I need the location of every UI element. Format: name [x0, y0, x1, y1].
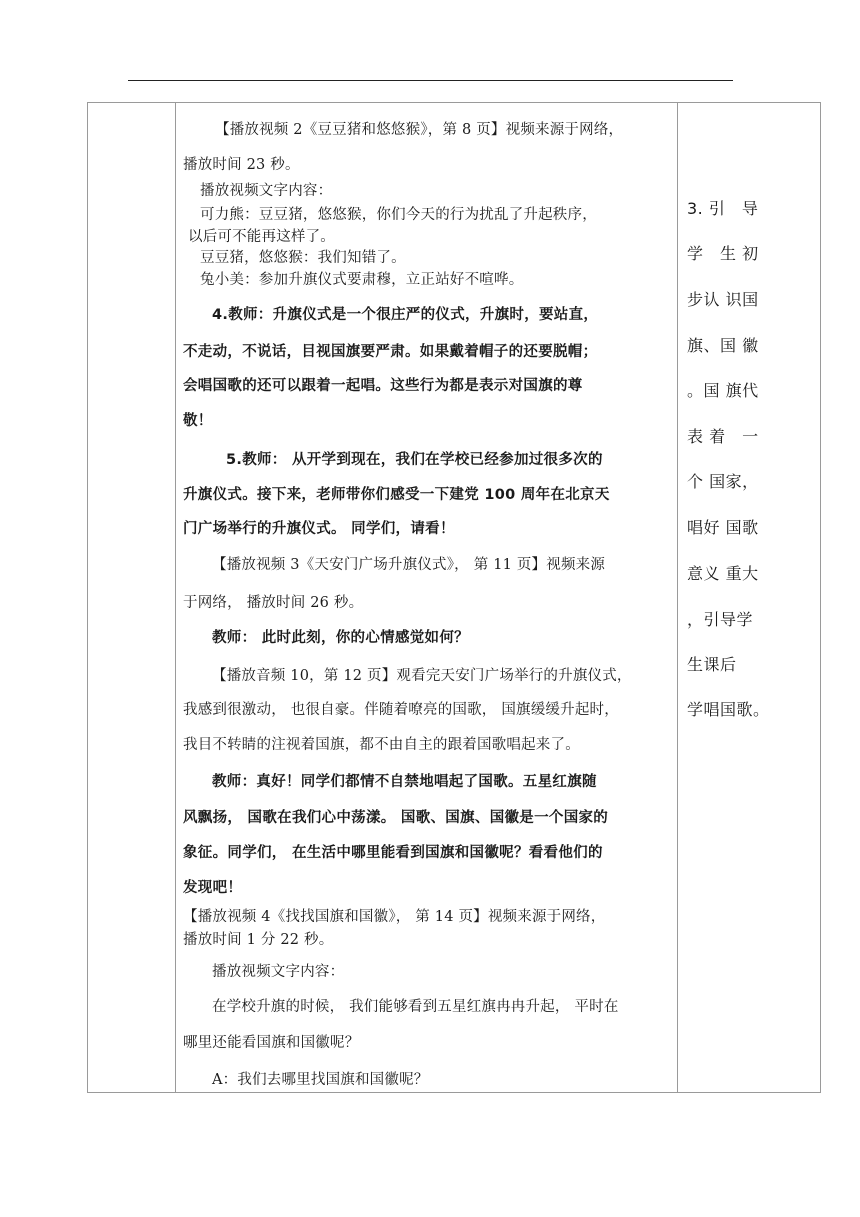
main-line: 4.教师：升旗仪式是一个很庄严的仪式，升旗时，要站直，: [212, 307, 599, 323]
main-line: 播放时间 23 秒。: [183, 157, 300, 173]
main-line: 我目不转睛的注视着国旗，都不由自主的跟着国歌唱起来了。: [183, 737, 580, 753]
side-note-line: 学唱国歌。: [687, 700, 770, 719]
main-line: 于网络， 播放时间 26 秒。: [183, 595, 364, 611]
main-line: 【播放视频 2《豆豆猪和悠悠猴》，第 8 页】视频来源于网络，: [215, 122, 624, 138]
main-line: 会唱国歌的还可以跟着一起唱。这些行为都是表示对国旗的尊: [183, 378, 583, 394]
main-line: 教师： 此时此刻，你的心情感觉如何？: [212, 630, 469, 646]
main-line: 【播放视频 3《天安门广场升旗仪式》， 第 11 页】视频来源: [212, 557, 606, 573]
main-line: 【播放视频 4《找找国旗和国徽》， 第 14 页】视频来源于网络，: [183, 909, 606, 925]
side-note-line: 表 着 一: [687, 427, 759, 446]
main-line: 我感到很激动， 也很自豪。伴随着嘹亮的国歌， 国旗缓缓升起时，: [183, 702, 619, 718]
main-line: 发现吧！: [183, 880, 243, 896]
main-line: 兔小美：参加升旗仪式要肃穆，立正站好不喧哗。: [200, 272, 524, 288]
main-line: 风飘扬， 国歌在我们心中荡漾。 国歌、国旗、国徽是一个国家的: [183, 810, 609, 826]
main-line: 播放视频文字内容：: [200, 183, 333, 199]
main-line: 不走动，不说话，目视国旗要严肃。如果戴着帽子的还要脱帽；: [183, 344, 598, 360]
side-note-line: 。国 旗代: [687, 381, 759, 400]
main-line: 哪里还能看国旗和国徽呢？: [183, 1035, 360, 1051]
side-note-line: 3. 引 导: [687, 199, 759, 218]
main-line: 教师：真好！同学们都情不自禁地唱起了国歌。五星红旗随: [212, 774, 597, 790]
side-note-line: 个 国家，: [687, 472, 759, 491]
side-note-line: 步认 识国: [687, 290, 759, 309]
side-note-line: 唱好 国歌: [687, 518, 759, 537]
main-line: 在学校升旗的时候， 我们能够看到五星红旗冉冉升起， 平时在: [212, 999, 619, 1015]
main-line: 以后可不能再这样了。: [188, 229, 335, 245]
side-note-line: ，引导学: [687, 610, 754, 629]
side-note-line: 旗、国 徽: [687, 336, 759, 355]
side-note-line: 生课后: [687, 655, 737, 674]
main-line: 播放视频文字内容：: [212, 964, 345, 980]
main-line: 播放时间 1 分 22 秒。: [183, 932, 334, 948]
main-line: 【播放音频 10，第 12 页】观看完天安门广场举行的升旗仪式，: [212, 668, 632, 684]
main-line: 门广场举行的升旗仪式。 同学们，请看！: [183, 521, 455, 537]
main-line: 豆豆猪，悠悠猴：我们知错了。: [200, 250, 406, 266]
main-line: 敬！: [183, 413, 213, 429]
side-note-line: 学 生 初: [687, 244, 759, 263]
main-line: 升旗仪式。接下来，老师带你们感受一下建党 100 周年在北京天: [183, 487, 610, 503]
side-note-line: 意义 重大: [687, 564, 759, 583]
main-line: 可力熊：豆豆猪，悠悠猴，你们今天的行为扰乱了升起秩序，: [200, 207, 597, 223]
main-line: A：我们去哪里找国旗和国徽呢？: [212, 1072, 429, 1088]
main-line: 象征。同学们， 在生活中哪里能看到国旗和国徽呢？看看他们的: [183, 845, 603, 861]
main-line: 5.教师： 从开学到现在，我们在学校已经参加过很多次的: [226, 452, 603, 468]
